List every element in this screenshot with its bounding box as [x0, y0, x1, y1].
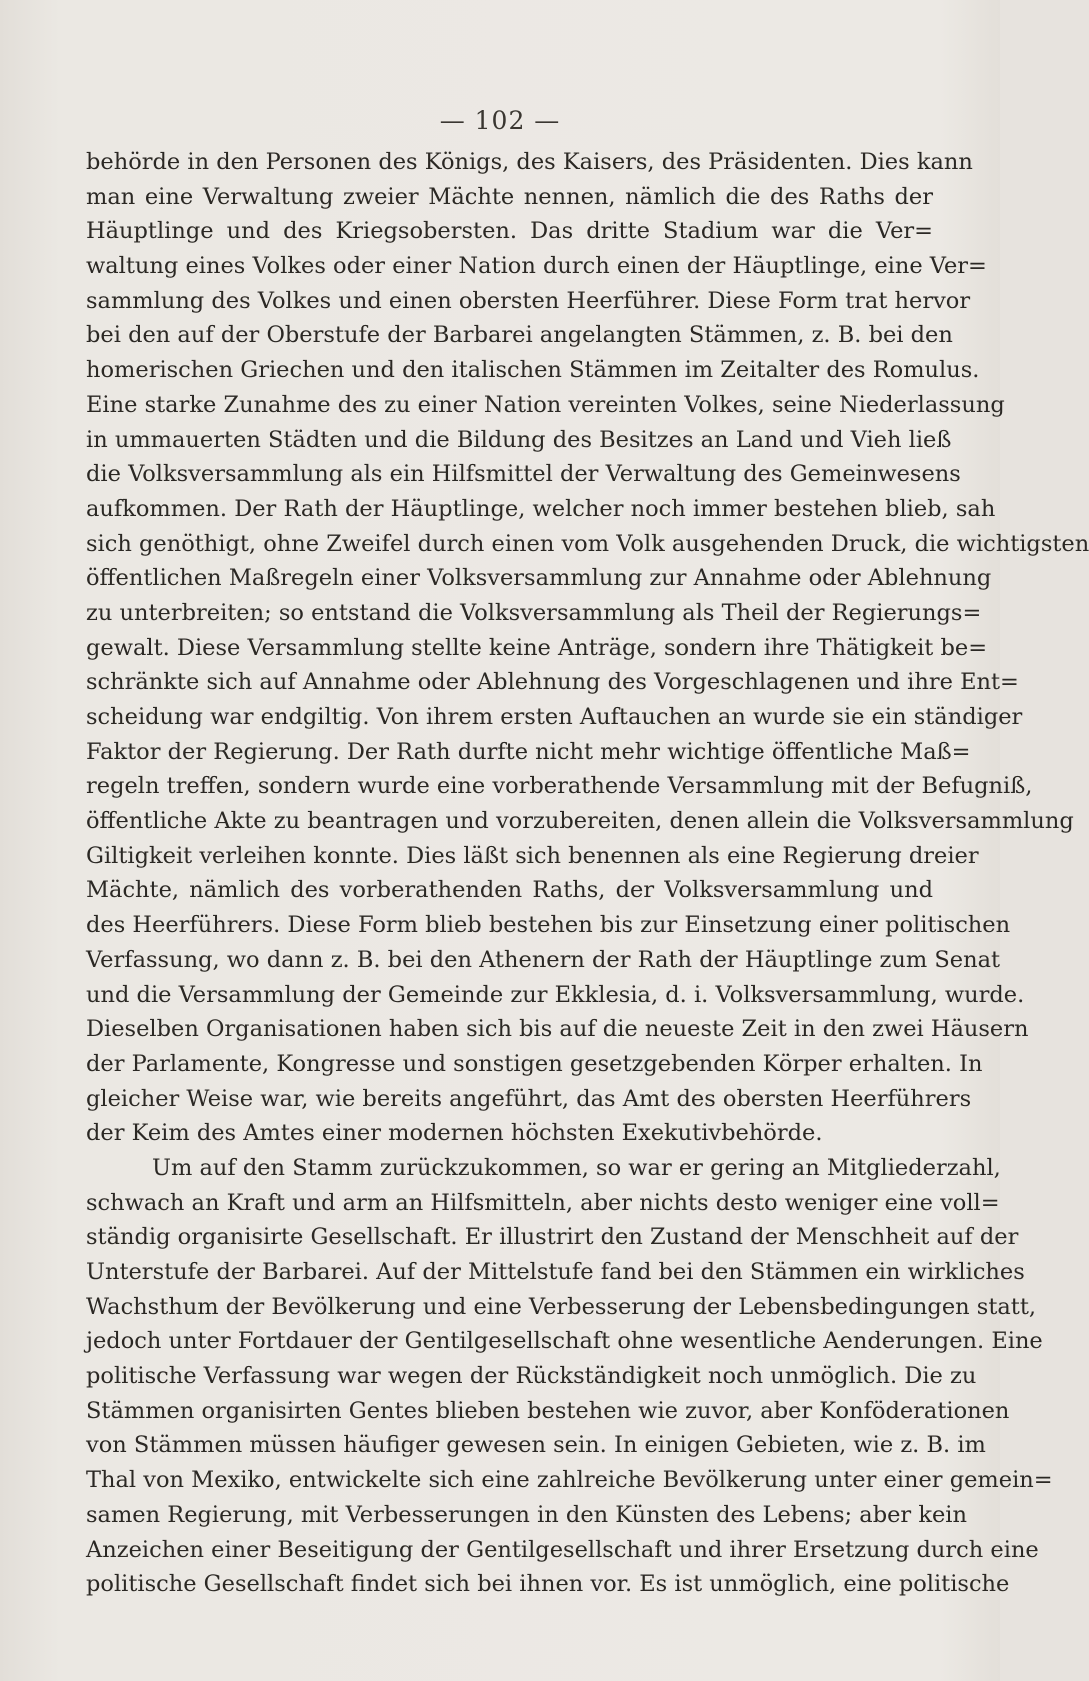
text-line: zu unterbreiten; so entstand die Volksversammlung als Theil der Regierungs=: [86, 599, 982, 626]
text-line: Unterstufe der Barbarei. Auf der Mittelstufe fand bei den Stämmen ein wirkliches: [86, 1259, 1025, 1285]
text-line: Giltigkeit verleihen konnte. Dies läßt sich benennen als eine Regierung dreier: [86, 842, 979, 869]
text-line: sammlung des Volkes und einen obersten Heerführer. Diese Form trat hervor: [86, 287, 971, 314]
text-line: Thal von Mexiko, entwickelte sich eine zahlreiche Bevölkerung unter einer gemein=: [86, 1467, 1053, 1494]
text-line: gewalt. Diese Versammlung stellte keine Anträge, sondern ihre Thätigkeit be=: [86, 634, 988, 661]
text-line: Anzeichen einer Beseitigung der Gentilgesellschaft und ihrer Ersetzung durch eine: [86, 1536, 1039, 1563]
text-line: Wachsthum der Bevölkerung und eine Verbesserung der Lebensbedingungen statt,: [86, 1293, 1037, 1320]
text-line: bei den auf der Oberstufe der Barbarei angelangten Stämmen, z. B. bei den: [86, 322, 953, 349]
text-line: behörde in den Personen des Königs, des Kaisers, des Präsidenten. Dies kann: [86, 149, 973, 175]
paragraph: [86, 1151, 1053, 1602]
text-line: schwach an Kraft und arm an Hilfsmitteln, aber nichts desto weniger eine voll=: [86, 1189, 1000, 1216]
text-line: politische Gesellschaft findet sich bei ihnen vor. Es ist unmöglich, eine politische: [86, 1571, 1010, 1598]
text-line: öffentlichen Maßregeln einer Volksversammlung zur Annahme oder Ablehnung: [86, 565, 992, 592]
text-line: Um auf den Stamm zurückzukommen, so war er gering an Mitgliederzahl,: [152, 1154, 1001, 1181]
text-line: waltung eines Volkes oder einer Nation durch einen der Häuptlinge, eine Ver=: [86, 253, 987, 280]
text-line: scheidung war endgiltig. Von ihrem ersten Auftauchen an wurde sie ein ständiger: [86, 704, 1023, 730]
text-line: von Stämmen müssen häufiger gewesen sein. In einigen Gebieten, wie z. B. im: [86, 1432, 986, 1459]
text-line: Häuptlinge und des Kriegsobersten. Das dritte Stadium war die Ver=: [86, 218, 933, 245]
text-line: in ummauerten Städten und die Bildung des Besitzes an Land und Vieh ließ: [86, 426, 952, 453]
text-line: sich genöthigt, ohne Zweifel durch einen vom Volk ausgehenden Druck, die wichtigsten: [86, 530, 1089, 557]
text-line: man eine Verwaltung zweier Mächte nennen, nämlich die des Raths der: [86, 183, 933, 210]
text-line: der Keim des Amtes einer modernen höchsten Exekutivbehörde.: [86, 1120, 823, 1147]
text-line: Faktor der Regierung. Der Rath durfte nicht mehr wichtige öffentliche Maß=: [86, 738, 971, 765]
text-line: homerischen Griechen und den italischen Stämmen im Zeitalter des Romulus.: [86, 357, 980, 384]
text-line: Dieselben Organisationen haben sich bis auf die neueste Zeit in den zwei Häusern: [86, 1016, 1029, 1043]
text-line: jedoch unter Fortdauer der Gentilgesellschaft ohne wesentliche Aenderungen. Eine: [86, 1328, 1043, 1355]
text-line: politische Verfassung war wegen der Rückständigkeit noch unmöglich. Die zu: [86, 1363, 977, 1390]
text-line: die Volksversammlung als ein Hilfsmittel der Verwaltung des Gemeinwesens: [86, 461, 961, 488]
text-line: der Parlamente, Kongresse und sonstigen gesetzgebenden Körper erhalten. In: [86, 1050, 983, 1077]
text-line: samen Regierung, mit Verbesserungen in den Künsten des Lebens; aber kein: [86, 1501, 967, 1528]
text-line: Mächte, nämlich des vorberathenden Raths, der Volksversammlung und: [86, 877, 933, 904]
text-line: Eine starke Zunahme des zu einer Nation vereinten Volkes, seine Niederlassung: [86, 391, 1005, 418]
text-line: Verfassung, wo dann z. B. bei den Athenern der Rath der Häuptlinge zum Senat: [86, 946, 1001, 973]
text-line: Stämmen organisirten Gentes blieben bestehen wie zuvor, aber Konföderationen: [86, 1397, 1010, 1424]
text-line: schränkte sich auf Annahme oder Ablehnung des Vorgeschlagenen und ihre Ent=: [86, 669, 1019, 696]
page-number: — 102 —: [439, 106, 561, 135]
paragraph: [86, 145, 1089, 1151]
text-line: aufkommen. Der Rath der Häuptlinge, welcher noch immer bestehen blieb, sah: [86, 495, 996, 522]
text-line: regeln treffen, sondern wurde eine vorberathende Versammlung mit der Befugniß,: [86, 773, 1033, 800]
text-line: des Heerführers. Diese Form blieb bestehen bis zur Einsetzung einer politischen: [86, 912, 1011, 939]
text-line: ständig organisirte Gesellschaft. Er illustrirt den Zustand der Menschheit auf der: [86, 1224, 1019, 1251]
text-line: gleicher Weise war, wie bereits angeführt, das Amt des obersten Heerführers: [86, 1085, 972, 1112]
text-line: und die Versammlung der Gemeinde zur Ekklesia, d. i. Volksversammlung, wurde.: [86, 981, 1025, 1008]
body-text: [86, 145, 1089, 1602]
text-line: öffentliche Akte zu beantragen und vorzubereiten, denen allein die Volksversammlung: [86, 808, 1074, 835]
